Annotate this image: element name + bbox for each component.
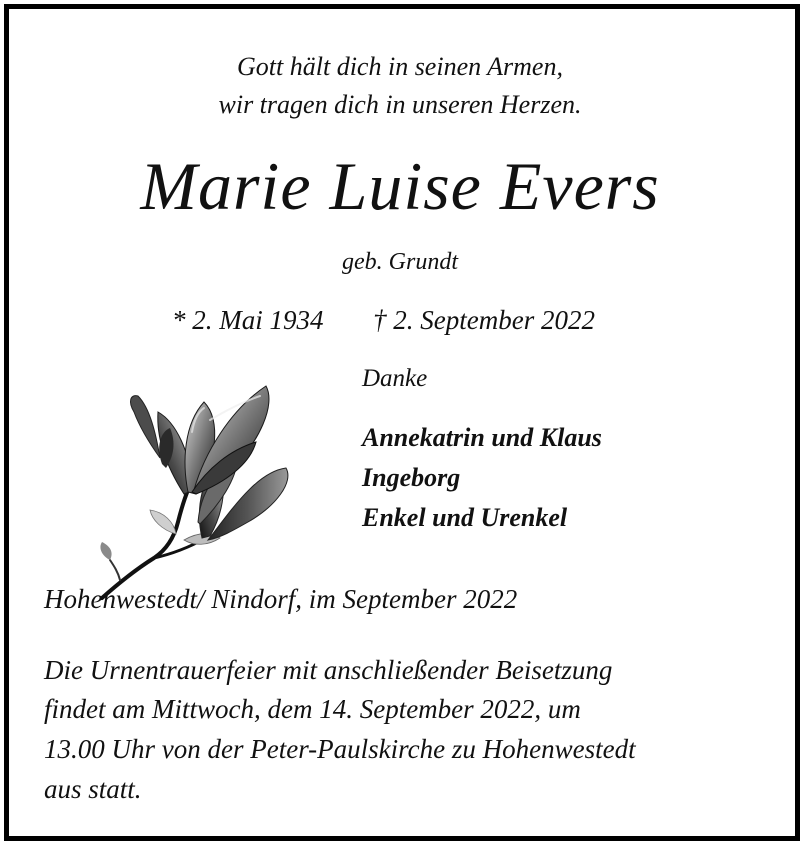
death-date: † 2. September 2022 [373,305,595,335]
magnolia-branch-icon [80,372,300,608]
mourner-line: Ingeborg [362,463,461,492]
birth-name: geb. Grundt [342,249,458,275]
mourner-line: Enkel und Urenkel [362,503,568,532]
service-notice-line: aus statt. [44,774,142,804]
birth-date: * 2. Mai 1934 [172,305,324,335]
service-notice-line: 13.00 Uhr von der Peter-Paulskirche zu Hohenwestedt [44,734,636,764]
verse-line-2: wir tragen dich in unseren Herzen. [218,90,582,119]
service-notice-line: findet am Mittwoch, dem 14. September 2022, um [44,694,581,724]
mourner-line: Annekatrin und Klaus [362,423,602,452]
place-and-date: Hohenwestedt/ Nindorf, im September 2022 [44,584,518,614]
thanks-text: Danke [362,365,428,392]
deceased-name: Marie Luise Evers [140,148,660,224]
service-notice-line: Die Urnentrauerfeier mit anschließender Beisetzung [44,655,613,685]
verse-line-1: Gott hält dich in seinen Armen, [237,52,563,81]
